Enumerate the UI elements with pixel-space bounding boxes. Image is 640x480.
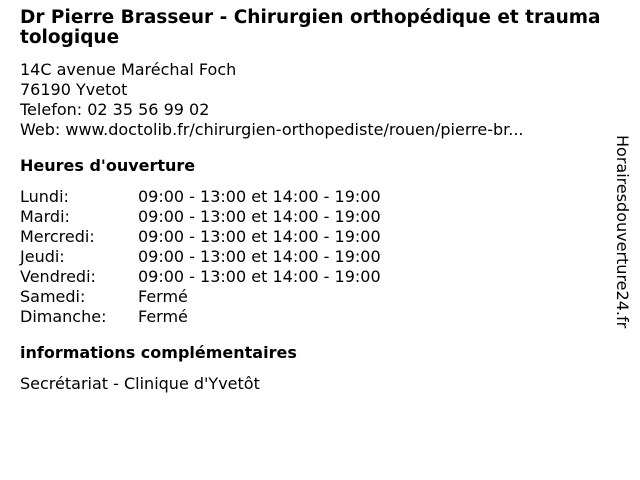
day-hours: 09:00 - 13:00 et 14:00 - 19:00 [138, 227, 381, 246]
hours-row-monday [20, 187, 605, 207]
opening-hours-table [20, 187, 605, 327]
day-label: Lundi: [20, 187, 69, 206]
hours-row-friday [20, 267, 605, 287]
day-hours: Fermé [138, 307, 188, 326]
address-street: 14C avenue Maréchal Foch [20, 60, 237, 79]
contact-block [20, 60, 605, 140]
day-hours: 09:00 - 13:00 et 14:00 - 19:00 [138, 207, 381, 226]
day-label: Vendredi: [20, 267, 96, 286]
day-hours: 09:00 - 13:00 et 14:00 - 19:00 [138, 187, 381, 206]
day-label: Dimanche: [20, 307, 107, 326]
hours-row-sunday [20, 307, 605, 327]
brand-watermark: Horairesdouverture24.fr [613, 135, 632, 329]
listing-title: Dr Pierre Brasseur - Chirurgien orthopédique et traumatologique [20, 7, 601, 48]
day-label: Samedi: [20, 287, 86, 306]
day-label: Mardi: [20, 207, 70, 226]
day-hours: Fermé [138, 287, 188, 306]
day-hours: 09:00 - 13:00 et 14:00 - 19:00 [138, 247, 381, 266]
additional-info-heading: informations complémentaires [20, 343, 297, 362]
day-hours: 09:00 - 13:00 et 14:00 - 19:00 [138, 267, 381, 286]
address-city: 76190 Yvetot [20, 80, 128, 99]
phone-number: Telefon: 02 35 56 99 02 [20, 100, 210, 119]
day-label: Mercredi: [20, 227, 95, 246]
hours-row-tuesday [20, 207, 605, 227]
listing-content [20, 8, 605, 394]
website-link[interactable]: Web: www.doctolib.fr/chirurgien-orthopediste/rouen/pierre-br... [20, 120, 524, 139]
day-label: Jeudi: [20, 247, 65, 266]
hours-row-thursday [20, 247, 605, 267]
hours-row-wednesday [20, 227, 605, 247]
additional-info-text: Secrétariat - Clinique d'Yvetôt [20, 374, 260, 393]
hours-row-saturday [20, 287, 605, 307]
opening-hours-heading: Heures d'ouverture [20, 156, 196, 175]
